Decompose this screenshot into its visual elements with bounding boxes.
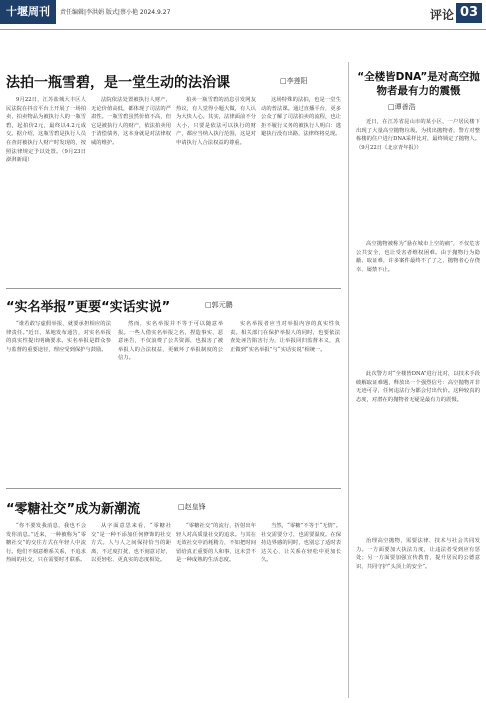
divider	[6, 288, 341, 289]
article-title: “全楼皆DNA”是对高空抛物者最有力的震慑	[357, 71, 480, 97]
article-column: 从字面意思来看，“零糖社交”是一种不添加任何修饰的社交方式。人与人之间保持恰当的距离，不过度打扰，也不刻意讨好，以更轻松、更真实的态度相处。	[91, 523, 171, 564]
editor-meta: 责任编辑|李洪娟 版式|蔡小艳 2024.9.27	[60, 9, 171, 16]
newspaper-logo: 十堰周刊	[0, 0, 56, 24]
article-column: 拍卖一瓶雪碧的消息引发网友热议，有人觉得小题大做，有人认为大快人心。其实，法律面前不分大小，只要是依法可以执行的财产，都应当纳入执行范围，这是对申请执行人合法权益的尊重。	[176, 97, 256, 146]
divider	[6, 488, 341, 489]
article-byline: □郭元鹏	[205, 301, 233, 309]
article-column: 法院依法处置被执行人财产，无论价值高低，都体现了司法的严肃性。一瓶雪碧虽然价值不高，但它是被执行人的财产，依法拍卖用于清偿债务，这本身就是对法律权威的维护。	[91, 97, 171, 146]
article-column: “零糖社交”的流行，折射出年轻人对高质量社交的追求。与其在无效社交中消耗精力，不如把时间留给真正重要的人和事，这未尝不是一种成熟的生活态度。	[176, 523, 256, 564]
article-column: “你不要发我消息，我也不会发你消息。”近来，一种被称为“零糖社交”的交往方式在年轻人中流行。他们不刻意维系关系，不追求热闹的社交，只在需要时才联系。	[6, 523, 86, 564]
article-byline: □谭善浩	[388, 103, 416, 111]
article-column: 然而，实名举报并不等于可以随意举报。一些人借实名举报之名，捏造事实、恶意诬告，不仅浪费了公共资源，也损害了被举报人的合法权益，更破坏了举报制度的公信力。	[118, 321, 223, 362]
article-byline: □李莲阳	[280, 77, 308, 85]
article-byline: □赵皇锋	[178, 503, 206, 511]
article-title: “实名举报”更要“实话实说”	[6, 300, 171, 315]
article-column: 实名举报者应当对举报内容的真实性负责。相关部门在保护举报人的同时，也要依法查处诬告陷害行为，让举报回归监督本义，真正做到“实名举报”与“实话实说”相统一。	[230, 321, 340, 353]
article-column: 9月22日，江苏盐城大丰区人民法院在抖音平台上开展了一场拍卖，拍卖物品为被执行人的一瓶雪碧，起拍价2元，最终以4.2元成交。据介绍，这瓶雪碧是执行人员在查封被执行人财产时发现的，按照法律规定予以处置。（9月23日澎湃新闻）	[6, 97, 86, 164]
article-title: 法拍一瓶雪碧，是一堂生动的法治课	[6, 75, 230, 91]
article-column: “谁若敢写虚假举报，就要承担相应的法律责任。”近日，某地发布通告，对实名举报的真实性提出明确要求。实名举报是群众参与监督的重要途径，理应受到保护与鼓励。	[6, 321, 111, 353]
article-title: “零糖社交”成为新潮流	[6, 502, 141, 517]
column-divider	[348, 62, 349, 698]
article-column: 近日，在江苏省昆山市的某小区，一户居民楼下出现了大量高空抛物垃圾。为找出抛物者，警方对整栋楼的住户进行DNA采样比对，最终锁定了抛物人。（9月22日《北京青年报》）	[356, 119, 480, 151]
page-number: 03	[456, 3, 482, 23]
article-column: 这场特殊的法拍，也是一堂生动的普法课。通过直播平台，更多公众了解了司法拍卖的流程，也让拒不履行义务的被执行人明白：逃避执行没有出路，法律终将兑现。	[261, 97, 341, 138]
page-header	[0, 0, 486, 30]
article-column: 治理高空抛物，需要法律、技术与社会共同发力。一方面要加大执法力度，让违法者受到应有惩处；另一方面要加强宣传教育，提升居民的公德意识，共同守护“头顶上的安全”。	[356, 538, 480, 570]
article-column: 当然，“零糖”不等于“无情”。社交需要分寸，也需要温度。在保持边界感的同时，也别忘了适时表达关心，让关系在轻松中更加长久。	[261, 523, 341, 564]
article-column: 高空抛物被称为“悬在城市上空的痛”，不仅危害公共安全，也让受害者维权困难。由于抛物行为隐蔽、取证难，许多案件最终不了了之，抛物者心存侥幸、屡禁不止。	[356, 241, 480, 273]
section-title: 评论	[429, 8, 454, 22]
article-column: 此次警方对“全楼皆DNA”进行比对，以技术手段破解取证难题，释放出一个强烈信号：高空抛物并非无迹可寻，任何违法行为都会付出代价。这种较真的态度，对潜在的抛物者无疑是最有力的震慑。	[356, 371, 480, 403]
